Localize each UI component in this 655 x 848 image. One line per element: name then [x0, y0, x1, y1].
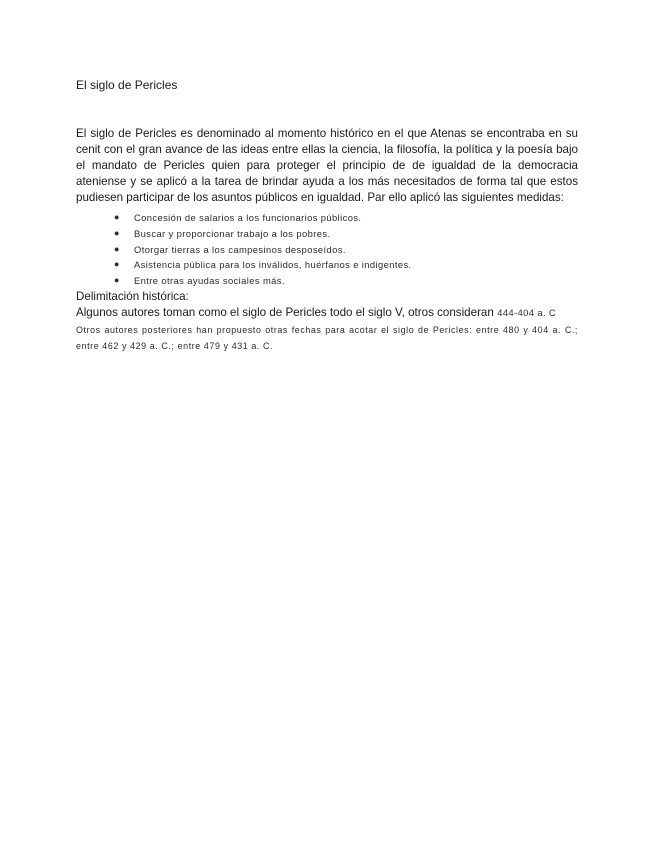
intro-paragraph: El siglo de Pericles es denominado al momento histórico en el que Atenas se encontraba en su cenit con el gran avance de las ideas entre ellas la ciencia, la filosofía, la política y la poesía bajo el mandato de Pericles quien para proteger el principio de de igualdad de la democracia ateniense y se aplicó a la tarea de brindar ayuda a los más necesitados de forma tal que estos pudiesen participar de los asuntos públicos en igualdad. Par ello aplicó las siguientes medidas:: [76, 127, 578, 204]
list-item: [114, 210, 412, 226]
list-item-text: Buscar y proporcionar trabajo a los pobres.: [134, 227, 331, 239]
bullet-icon: ●: [114, 243, 120, 254]
bullet-icon: ●: [114, 212, 120, 222]
delimitation-date: 444-404 a. C: [497, 308, 557, 319]
list-item: [114, 226, 412, 242]
list-item: [114, 273, 412, 289]
section-heading: Delimitación histórica:: [76, 290, 189, 303]
list-item-text: Concesión de salarios a los funcionarios públicos.: [134, 212, 362, 223]
other-authors-paragraph: Otros autores posteriores han propuesto otras fechas para acotar el siglo de Pericles: entre 480 y 404 a. C.; entre 462 y 429 a. C.; entre 479 y 431 a. C.: [76, 325, 578, 351]
bullet-icon: ●: [114, 227, 120, 238]
delimitation-text: Algunos autores toman como el siglo de Pericles todo el siglo V, otros consideran: [76, 306, 494, 319]
list-item: [114, 242, 412, 258]
document-title: El siglo de Pericles: [76, 78, 178, 92]
list-item: [114, 257, 412, 273]
list-item-text: Asistencia pública para los inválidos, huérfanos e indigentes.: [134, 259, 412, 271]
bullet-icon: ●: [114, 275, 120, 286]
list-item-text: Otorgar tierras a los campesinos desposeídos.: [134, 243, 346, 255]
measures-list: [114, 210, 412, 289]
bullet-icon: ●: [114, 259, 120, 270]
list-item-text: Entre otras ayudas sociales más.: [134, 275, 285, 287]
delimitation-line: [76, 306, 556, 321]
